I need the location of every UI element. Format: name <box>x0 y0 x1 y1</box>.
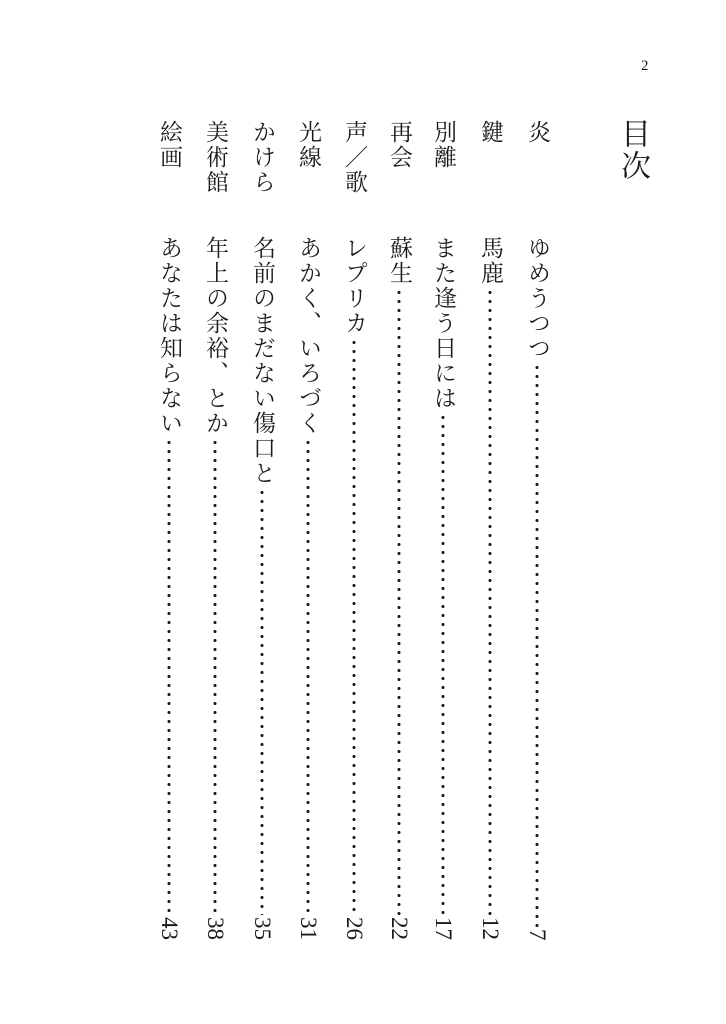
dot-leader <box>440 413 446 915</box>
section-label: 鍵 <box>477 120 503 145</box>
toc-entry[interactable] <box>428 120 458 940</box>
page-title: 目次 <box>615 118 650 182</box>
chapter-page-number: 26 <box>342 917 367 940</box>
toc-entry[interactable] <box>475 120 505 940</box>
dot-leader <box>212 438 218 915</box>
section-label: 声／歌 <box>341 120 367 195</box>
dot-leader <box>534 363 540 927</box>
toc-entry[interactable] <box>522 120 552 940</box>
chapter-page-number: 7 <box>525 928 550 940</box>
dot-leader <box>259 488 265 915</box>
dot-leader <box>305 438 311 915</box>
chapter-line <box>154 236 184 940</box>
chapter-title: 蘇生 <box>386 236 412 286</box>
chapter-title: 名前のまだない傷口と <box>249 236 275 486</box>
page-number: 2 <box>641 58 649 74</box>
chapter-page-number: 17 <box>431 917 456 940</box>
section-label: 炎 <box>524 120 550 145</box>
section-label: 別離 <box>430 120 456 170</box>
chapter-page-number: 38 <box>203 917 228 940</box>
chapter-line <box>475 236 505 940</box>
chapter-title: あなたは知らない <box>156 236 182 436</box>
section-label: 再会 <box>386 120 412 170</box>
chapter-line <box>339 236 369 940</box>
dot-leader <box>396 288 402 915</box>
toc-entry[interactable] <box>339 120 369 940</box>
chapter-title: レプリカ <box>341 236 367 336</box>
section-label: 美術館 <box>202 120 228 195</box>
chapter-line <box>293 236 323 940</box>
chapter-page-number: 35 <box>250 917 275 940</box>
toc-entry[interactable] <box>154 120 184 940</box>
chapter-page-number: 43 <box>157 917 182 940</box>
chapter-page-number: 22 <box>387 917 412 940</box>
dot-leader <box>351 338 357 915</box>
toc-entry[interactable] <box>293 120 323 940</box>
chapter-title: また逢う日には <box>430 236 456 411</box>
chapter-title: 年上の余裕、とか <box>202 236 228 436</box>
chapter-line <box>428 236 458 940</box>
toc-entry[interactable] <box>384 120 414 940</box>
dot-leader <box>166 438 172 915</box>
toc-entry[interactable] <box>200 120 230 940</box>
toc-entry[interactable] <box>247 120 277 940</box>
chapter-line <box>384 236 414 940</box>
section-label: 絵画 <box>156 120 182 170</box>
section-label: かけら <box>249 120 275 195</box>
chapter-title: あかく、いろづく <box>295 236 321 436</box>
chapter-line <box>247 236 277 940</box>
chapter-page-number: 31 <box>296 917 321 940</box>
chapter-line <box>200 236 230 940</box>
chapter-line <box>522 236 552 940</box>
dot-leader <box>487 288 493 915</box>
chapter-page-number: 12 <box>478 917 503 940</box>
chapter-title: ゆめうつつ <box>524 236 550 361</box>
chapter-title: 馬鹿 <box>477 236 503 286</box>
section-label: 光線 <box>295 120 321 170</box>
